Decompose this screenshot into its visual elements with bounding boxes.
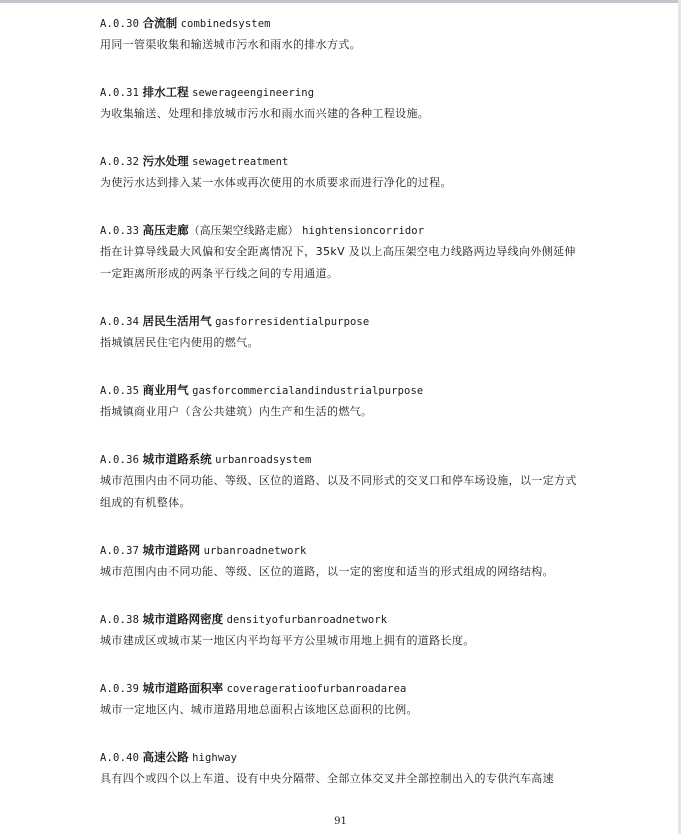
entry-heading (100, 608, 580, 630)
entry-heading (100, 150, 580, 172)
term-chinese: 排水工程 (142, 85, 189, 99)
term-chinese: 城市道路网 (142, 543, 201, 557)
entry-code: A.0.39 (100, 683, 140, 695)
entry-code: A.0.30 (100, 18, 140, 30)
glossary-entry-a-0-30 (100, 12, 580, 56)
glossary-entry-a-0-37 (100, 539, 580, 583)
term-chinese: 商业用气 (142, 383, 189, 397)
term-chinese: 城市道路系统 (142, 452, 212, 466)
glossary-entries (100, 12, 580, 790)
glossary-entry-a-0-36 (100, 448, 580, 514)
glossary-entry-a-0-35 (100, 379, 580, 423)
term-chinese: 污水处理 (142, 154, 189, 168)
glossary-entry-a-0-31 (100, 81, 580, 125)
entry-code: A.0.33 (100, 225, 140, 237)
entry-heading (100, 12, 580, 34)
entry-code: A.0.40 (100, 752, 140, 764)
glossary-entry-a-0-40 (100, 746, 580, 790)
glossary-entry-a-0-32 (100, 150, 580, 194)
entry-definition: 城市范围内由不同功能、等级、区位的道路，以一定的密度和适当的形式组成的网络结构。 (100, 565, 554, 578)
term-english: densityofurbanroadnetwork (226, 614, 388, 626)
term-chinese: 高速公路 (142, 750, 189, 764)
entry-definition: 城市建成区或城市某一地区内平均每平方公里城市用地上拥有的道路长度。 (100, 634, 475, 647)
entry-code: A.0.36 (100, 454, 140, 466)
entry-code: A.0.34 (100, 316, 140, 328)
entry-code: A.0.32 (100, 156, 140, 168)
entry-heading (100, 448, 580, 470)
entry-heading (100, 310, 580, 332)
term-english: urbanroadnetwork (203, 545, 307, 557)
entry-definition: 具有四个或四个以上车道、设有中央分隔带、全部立体交叉并全部控制出入的专供汽车高速 (100, 772, 554, 785)
term-english: gasforcommercialandindustrialpurpose (192, 385, 424, 397)
term-english: urbanroadsystem (215, 454, 312, 466)
glossary-entry-a-0-33 (100, 219, 580, 285)
term-chinese: 高压走廊 (142, 223, 189, 237)
glossary-entry-a-0-34 (100, 310, 580, 354)
term-english: gasforresidentialpurpose (215, 316, 370, 328)
entry-heading (100, 746, 580, 768)
entry-code: A.0.35 (100, 385, 140, 397)
entry-code: A.0.37 (100, 545, 140, 557)
term-chinese: 城市道路面积率 (142, 681, 224, 695)
entry-heading (100, 677, 580, 699)
term-chinese: 居民生活用气 (142, 314, 212, 328)
entry-definition: 城市范围内由不同功能、等级、区位的道路、以及不同形式的交叉口和停车场设施，以一定方式组成的有机整体。 (100, 474, 577, 509)
entry-heading (100, 539, 580, 561)
entry-definition: 指在计算导线最大风偏和安全距离情况下，35kV 及以上高压架空电力线路两边导线向外侧延伸一定距离所形成的两条平行线之间的专用通道。 (100, 245, 576, 280)
term-english: hightensioncorridor (302, 225, 425, 237)
term-alias-note: （高压架空线路走廊） (188, 224, 299, 237)
entry-definition: 用同一管渠收集和输送城市污水和雨水的排水方式。 (100, 38, 362, 51)
entry-definition: 城市一定地区内、城市道路用地总面积占该地区总面积的比例。 (100, 703, 418, 716)
glossary-entry-a-0-38 (100, 608, 580, 652)
term-english: combinedsystem (180, 18, 271, 30)
term-english: sewerageengineering (192, 87, 315, 99)
page-top-edge (0, 0, 681, 3)
term-chinese: 城市道路网密度 (142, 612, 224, 626)
entry-code: A.0.38 (100, 614, 140, 626)
entry-heading (100, 81, 580, 103)
entry-definition: 为使污水达到排入某一水体或再次使用的水质要求而进行净化的过程。 (100, 176, 452, 189)
entry-heading (100, 219, 580, 241)
term-english: sewagetreatment (192, 156, 289, 168)
term-english: highway (192, 752, 238, 764)
page-number: 91 (334, 816, 347, 827)
entry-heading (100, 379, 580, 401)
term-english: coverageratioofurbanroadarea (226, 683, 407, 695)
entry-definition: 指城镇居民住宅内使用的燃气。 (100, 336, 259, 349)
glossary-entry-a-0-39 (100, 677, 580, 721)
entry-definition: 指城镇商业用户（含公共建筑）内生产和生活的燃气。 (100, 405, 373, 418)
entry-definition: 为收集输送、处理和排放城市污水和雨水而兴建的各种工程设施。 (100, 107, 430, 120)
term-chinese: 合流制 (142, 16, 178, 30)
entry-code: A.0.31 (100, 87, 140, 99)
